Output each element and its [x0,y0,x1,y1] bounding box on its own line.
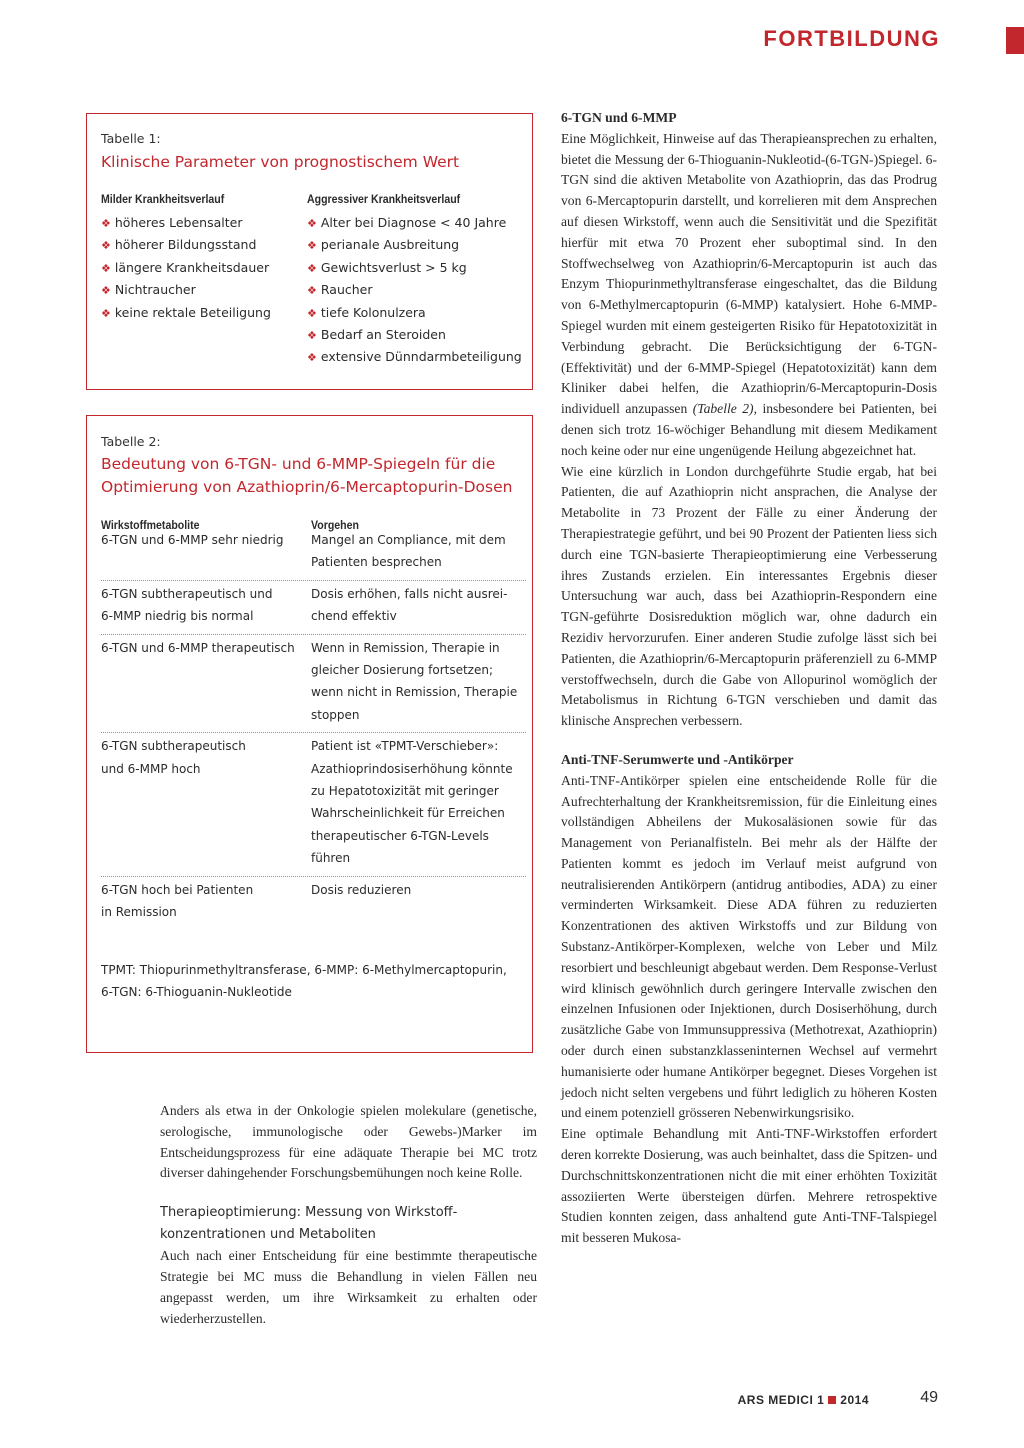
action-cell: Mangel an Compliance, mit dem Patienten besprechen [311,533,506,570]
list-item: ❖ tiefe Kolonulzera [307,304,426,320]
list-item: ❖ perianale Ausbreitung [307,237,460,253]
table-1-box [86,113,533,390]
action-cell: Dosis reduzieren [311,882,412,897]
diamond-bullet-icon: ❖ [307,328,317,342]
table-1-title: Klinische Parameter von prognostischem Wert [101,153,460,171]
action-cell: Dosis erhöhen, falls nicht ausrei- chend effektiv [311,586,508,624]
section-heading: Anti-TNF-Serumwerte und -Antikörper [561,751,794,767]
action-cell: Patient ist «TPMT-Verschieber»: Azathioprindosiserhöhung könnte zu Hepatotoxizität mit geringer Wahrscheinlichkeit für Erreichen therapeutischer 6-TGN-Levels führen [311,739,513,866]
table-row [101,527,526,581]
table-2-footnote: TPMT: Thiopurinmethyltransferase, 6-MMP: 6-Methylmercaptopurin, 6-TGN: 6-Thioguanin-Nukleotide [101,963,507,1000]
metabolite-cell: 6-TGN und 6-MMP sehr niedrig [101,533,284,547]
table-2-rows [101,527,526,930]
table-1-col2-header: Aggressiver Krankheitsverlauf [307,192,461,206]
table-row [101,733,526,876]
table-row [101,635,526,734]
body-paragraph: Eine Möglichkeit, Hinweise auf das Therapieansprechen zu erhalten, bietet die Messung der 6-Thioguanin-Nukleotid-(6-TGN-)Spiegel. 6-TGN sind die aktiven Metabolite von Azathioprin, das das Prodrug von 6-Mercaptopurin darstellt, und korrelieren mit dem Ansprechen auf diesen Wirkstoff, wenn auch die Sensitivität und die Spezifität hierfür mit etwa 70 Prozent eher suboptimal sind. In den Stoffwechselweg von Azathioprin/6-Mercaptopurin ist auch das Enzym Thiopurinmethyltransferase eingeschaltet, das die Bildung von 6-Methylmercaptopurin (6-MMP) katalysiert. Hohe 6-MMP-Spiegel wurden mit einem gesteigerten Risiko für Hepatotoxizität in Verbindung gebracht. Die Berücksichtigung der 6-TGN- (Effektivität) und der 6-MMP-Spiegel (Hepatotoxizität) kann dem Kliniker dabei helfen, die Azathioprin/6-Mercaptopurin-Dosis individuell anzupassen (Tabelle 2), insbesondere bei Patienten, bei denen sich trotz 16-wöchiger Behandlung mit diesem Medikament noch keine oder nur eine ungenügende Heilung abgezeichnet hat. [561,130,937,458]
metabolite-cell: 6-TGN und 6-MMP therapeutisch [101,640,295,655]
right-text-column [561,108,937,1249]
table-1-mild-list [101,212,271,324]
metabolite-cell: 6-TGN hoch bei Patienten in Remission [101,882,254,920]
table-row [101,581,526,635]
table-1-aggressive-list [307,212,522,369]
action-cell: Wenn in Remission, Therapie in gleicher Dosierung fortsetzen; wenn nicht in Remission, Therapie stoppen [311,640,518,722]
section-heading: 6-TGN und 6-MMP [561,110,677,125]
table-2-col2-header: Vorgehen [311,518,359,532]
diamond-bullet-icon: ❖ [307,217,317,230]
metabolite-cell: 6-TGN subtherapeutisch und 6-MMP hoch [101,739,246,776]
diamond-bullet-icon: ❖ [307,284,317,298]
list-item: ❖ längere Krankheitsdauer [101,259,270,275]
diamond-bullet-icon: ❖ [101,306,111,320]
table-reference: (Tabelle 2), [692,401,757,417]
section-heading: Therapieoptimierung: Messung von Wirkstoff- konzentrationen und Metaboliten [160,1205,458,1243]
page-number: 49 [920,1389,938,1406]
section-title: FORTBILDUNG [763,26,940,51]
body-paragraph: Anti-TNF-Antikörper spielen eine entscheidende Rolle für die Aufrechterhaltung der Krankheitsremission, für die Einleitung eines vollständigen Abheilens der Mukosaläsionen sowie für das Management von Perianalfisteln. Bei mehr als der Hälfte der Patienten kommt es jedoch im Verlauf meist aufgrund von neutralisierenden Antikörpern (antidrug antibodies, ADA) zu einer verminderten Wirksamkeit. Diese ADA führen zu reduzierten Konzentrationen des aktiven Wirkstoffs und zur Bildung von Substanz-Antikörper-Komplexen, welche von Leber und Milz resorbiert und beschleunigt abgebaut werden. Dem Response-Verlust wird klinisch gewöhnlich durch geringere Intervalle zwischen den einzelnen Infusionen oder Injektionen, durch Dosiserhöhung, durch zusätzliche Gabe von Immunsuppressiva (Methotrexat, Azathioprin) oder durch einen substanzklasseninternen Wechsel auf vermehrt humanisierte oder humane Antikörper begegnet. Dieses Vorgehen ist jedoch nicht selten vergebens und führt lediglich zu höheren Kosten und einem potenziell grösseren Nebenwirkungsrisiko. [561,772,937,1121]
diamond-bullet-icon: ❖ [101,284,111,298]
list-item: ❖ keine rektale Beteiligung [101,304,271,320]
diamond-bullet-icon: ❖ [307,239,317,253]
list-item: ❖ Nichtraucher [101,282,196,298]
table-2-box [86,415,533,1053]
diamond-bullet-icon: ❖ [307,306,317,320]
list-item: ❖ Alter bei Diagnose < 40 Jahre [307,215,507,230]
table-row [101,877,526,930]
diamond-bullet-icon: ❖ [101,239,111,253]
list-item: ❖ extensive Dünndarmbeteiligung [307,349,522,365]
diamond-bullet-icon: ❖ [101,217,111,230]
journal-name: ARS MEDICI 1 [737,1393,825,1407]
diamond-bullet-icon: ❖ [307,351,317,365]
list-item: ❖ höheres Lebensalter [101,215,243,230]
body-paragraph: Wie eine kürzlich in London durchgeführte Studie ergab, hat bei Patienten, die auf Azathioprin nicht ansprachen, die Analyse der Metabolite in 73 Prozent der Fälle zu einer Änderung der Therapiestrategie geführt, und bei 90 Prozent der Patienten liess sich durch eine TGN-basierte Therapieoptimierung eine Verbesserung ihres Zustands erzielen. Ein interessantes Ergebnis dieser Untersuchung war auch, dass bei Azathioprin-Respondern eine TGN-geführte Dosisreduktion möglich war, ohne dadurch ein Rezidiv hervorzurufen. Einer anderen Studie zufolge lässt sich bei Patienten, die Azathioprin/6-Mercaptopurin präferenziell zu 6-MMP verstoffwechseln, durch die Gabe von Allopurinol womöglich der Metabolismus in Richtung 6-TGN verschieben und damit das klinische Ansprechen verbessern. [561,463,937,729]
left-text-column [160,1101,537,1329]
table-2-col1-header: Wirkstoffmetabolite [101,518,200,532]
footer-journal [738,1393,869,1407]
diamond-bullet-icon: ❖ [101,261,111,275]
body-paragraph: Auch nach einer Entscheidung für eine bestimmte therapeutische Strategie bei MC muss die Behandlung in vielen Fällen neu angepasst werden, um ihre Wirksamkeit zu erhalten oder wiederherzustellen. [160,1248,537,1326]
list-item: ❖ Raucher [307,282,373,298]
header-accent-block [1006,27,1024,54]
list-item: ❖ Gewichtsverlust > 5 kg [307,259,467,275]
table-2-label: Tabelle 2: [101,434,161,449]
table-2-title: Bedeutung von 6-TGN- und 6-MMP-Spiegeln für die Optimierung von Azathioprin/6-Mercaptopurin-Dosen [101,455,513,496]
diamond-bullet-icon: ❖ [307,261,317,275]
list-item: ❖ höherer Bildungsstand [101,237,257,253]
table-1-label: Tabelle 1: [101,131,161,146]
journal-year: 2014 [840,1393,869,1407]
list-item: ❖ Bedarf an Steroiden [307,326,446,342]
body-paragraph: Anders als etwa in der Onkologie spielen molekulare (genetische, serologische, immunologische oder Gewebs-)Marker im Entscheidungsprozess für eine adäquate Therapie bei MC trotz diverser dahingehender Forschungsbemühungen noch keine Rolle. [160,1103,537,1181]
metabolite-cell: 6-TGN subtherapeutisch und 6-MMP niedrig bis normal [101,586,273,624]
square-separator-icon [828,1396,836,1404]
body-paragraph: Eine optimale Behandlung mit Anti-TNF-Wirkstoffen erfordert deren korrekte Dosierung, was auch beinhaltet, dass die Spitzen- und Durchschnittskonzentrationen nicht die mit einer erhöhten Toxizität assoziierten Werte übersteigen dürfen. Mehrere retrospektive Studien konnten zeigen, dass anhaltend gute Anti-TNF-Talspiegel mit besseren Mukosa- [561,1126,937,1246]
table-1-col1-header: Milder Krankheitsverlauf [101,192,225,206]
